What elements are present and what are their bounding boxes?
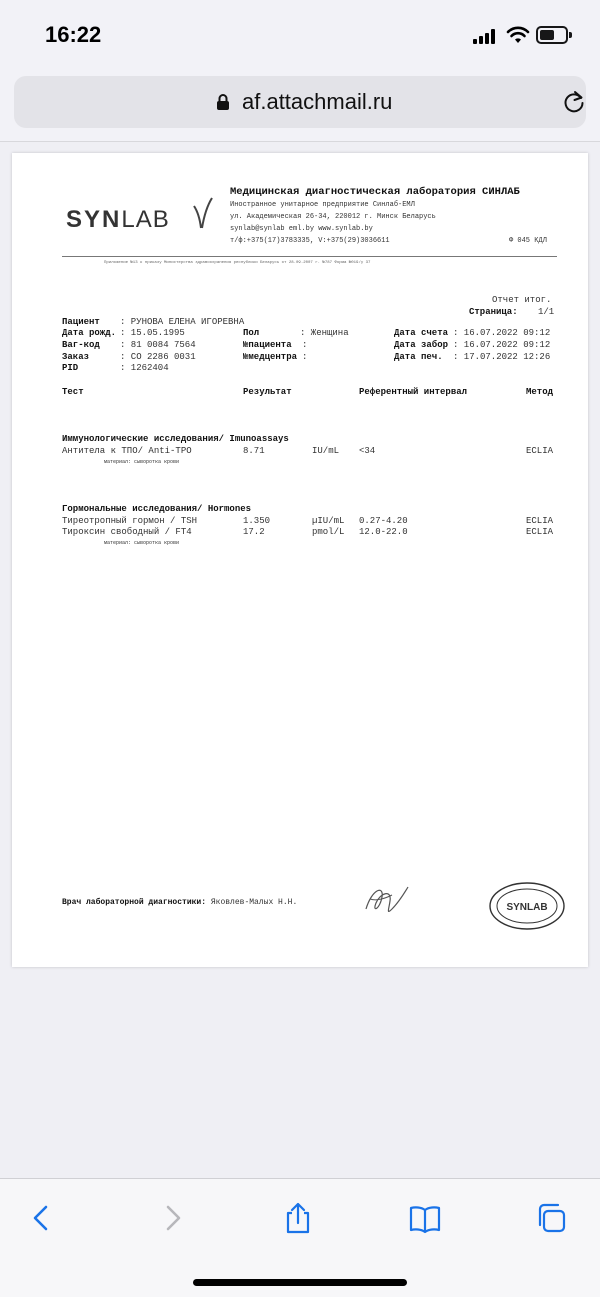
sex-label: Пол	[243, 328, 260, 338]
pid-value: : 1262404	[120, 363, 169, 373]
status-bar	[0, 0, 600, 70]
page-label: Страница:	[469, 307, 518, 317]
invoice-date-value: : 16.07.2022 09:12	[453, 328, 551, 338]
sample-date-label: Дата забор	[394, 340, 449, 350]
synlab-logo-mark-icon	[190, 196, 216, 230]
test-result: 1.350	[243, 516, 271, 526]
med-center-value: :	[302, 352, 308, 362]
sample-date-value: : 16.07.2022 09:12	[453, 340, 551, 350]
dob-label: Дата рожд.	[62, 328, 117, 338]
home-indicator[interactable]	[193, 1279, 407, 1286]
order-label: Заказ	[62, 352, 90, 362]
pid-label: PID	[62, 363, 79, 373]
material-note: материал: сыворотка крови	[104, 459, 180, 465]
test-reference: 0.27-4.20	[359, 516, 408, 526]
page-value: 1/1	[538, 307, 555, 317]
lock-icon	[216, 93, 230, 111]
order-value: : СО 2286 0031	[120, 352, 196, 362]
book-icon	[411, 1207, 439, 1232]
test-name: Тироксин свободный / FT4	[62, 527, 192, 537]
tabs-icon	[544, 1211, 564, 1231]
browser-address-area	[0, 70, 600, 142]
synlab-logo: SYNLAB	[66, 206, 170, 233]
section-title: Иммунологические исследования/ Imunoassays	[62, 434, 289, 444]
browser-toolbar	[0, 1178, 600, 1297]
test-result: 8.71	[243, 446, 265, 456]
cellular-signal-icon	[473, 29, 497, 44]
barcode-label: Ваг-код	[62, 340, 100, 350]
lab-contacts: synlab@synlab eml.by www.synlab.by	[230, 225, 373, 233]
back-chevron-icon	[35, 1207, 46, 1229]
doctor-signature-line	[62, 898, 297, 907]
barcode-value: : 81 0084 7564	[120, 340, 196, 350]
med-center-label: №медцентра	[243, 352, 298, 362]
tabs-button[interactable]	[534, 1201, 568, 1235]
doctor-name: Яковлев-Малых Н.Н.	[210, 898, 298, 907]
test-name: Антитела к ТПО/ Anti-TPO	[62, 446, 192, 456]
status-time: 16:22	[45, 22, 102, 47]
section-title: Гормональные исследования/ Hormones	[62, 504, 252, 514]
print-date-label: Дата печ.	[394, 352, 443, 362]
test-name: Тиреотропный гормон / TSH	[62, 516, 198, 526]
doctor-label: Врач лабораторной диагностики:	[62, 898, 207, 907]
test-unit: pmol/L	[312, 527, 345, 537]
test-result: 17.2	[243, 527, 265, 537]
doctor-signature-image	[362, 879, 412, 921]
forward-chevron-icon	[168, 1207, 179, 1229]
dob-value: : 15.05.1995	[120, 328, 185, 338]
order-note: Приложение №13 к приказу Министерства здравоохранения республики Беларусь от 28.09.2007 г. №787 Форма №019/у 37	[104, 261, 371, 265]
address-bar[interactable]	[14, 76, 586, 128]
stamp-text: SYNLAB	[506, 902, 548, 913]
lab-title: Медицинская диагностическая лаборатория СИНЛАБ	[230, 186, 520, 198]
test-reference: <34	[359, 446, 376, 456]
test-unit: µIU/mL	[312, 516, 345, 526]
report-type: Отчет итог.	[492, 295, 552, 305]
lab-address: ул. Академическая 26-34, 220012 г. Минск Беларусь	[230, 213, 436, 221]
column-reference: Референтный интервал	[359, 387, 468, 397]
back-button[interactable]	[25, 1201, 59, 1235]
test-method: ECLIA	[526, 527, 554, 537]
synlab-stamp-image	[488, 881, 566, 931]
test-method: ECLIA	[526, 516, 554, 526]
battery-icon	[536, 26, 568, 44]
forward-button[interactable]	[155, 1201, 189, 1235]
document-viewer[interactable]	[0, 142, 600, 1178]
lab-phones: т/ф:+375(17)3783335, V:+375(29)3036611	[230, 237, 390, 245]
test-unit: IU/mL	[312, 446, 340, 456]
patient-no-value: :	[302, 340, 308, 350]
header-divider	[62, 256, 557, 257]
wifi-icon	[506, 25, 530, 45]
invoice-date-label: Дата счета	[394, 328, 449, 338]
lab-org: Иностранное унитарное предприятие Синлаб-ЕМЛ	[230, 201, 415, 209]
sex-value: : Женщина	[300, 328, 349, 338]
patient-name-label: Пациент	[62, 317, 100, 327]
column-method: Метод	[526, 387, 554, 397]
material-note: материал: сыворотка крови	[104, 540, 180, 546]
address-url[interactable]: af.attachmail.ru	[242, 89, 393, 114]
share-button[interactable]	[281, 1201, 315, 1235]
form-code: Ф 045 КДЛ	[509, 237, 547, 245]
patient-no-label: №пациента	[243, 340, 292, 350]
column-result: Результат	[243, 387, 292, 397]
print-date-value: : 17.07.2022 12:26	[453, 352, 551, 362]
test-reference: 12.0-22.0	[359, 527, 408, 537]
reload-icon[interactable]	[561, 89, 587, 115]
test-method: ECLIA	[526, 446, 554, 456]
column-test: Тест	[62, 387, 84, 397]
patient-name-value: : РУНОВА ЕЛЕНА ИГОРЕВНА	[120, 317, 245, 327]
bookmarks-button[interactable]	[408, 1201, 442, 1235]
lab-report-page	[12, 153, 588, 967]
